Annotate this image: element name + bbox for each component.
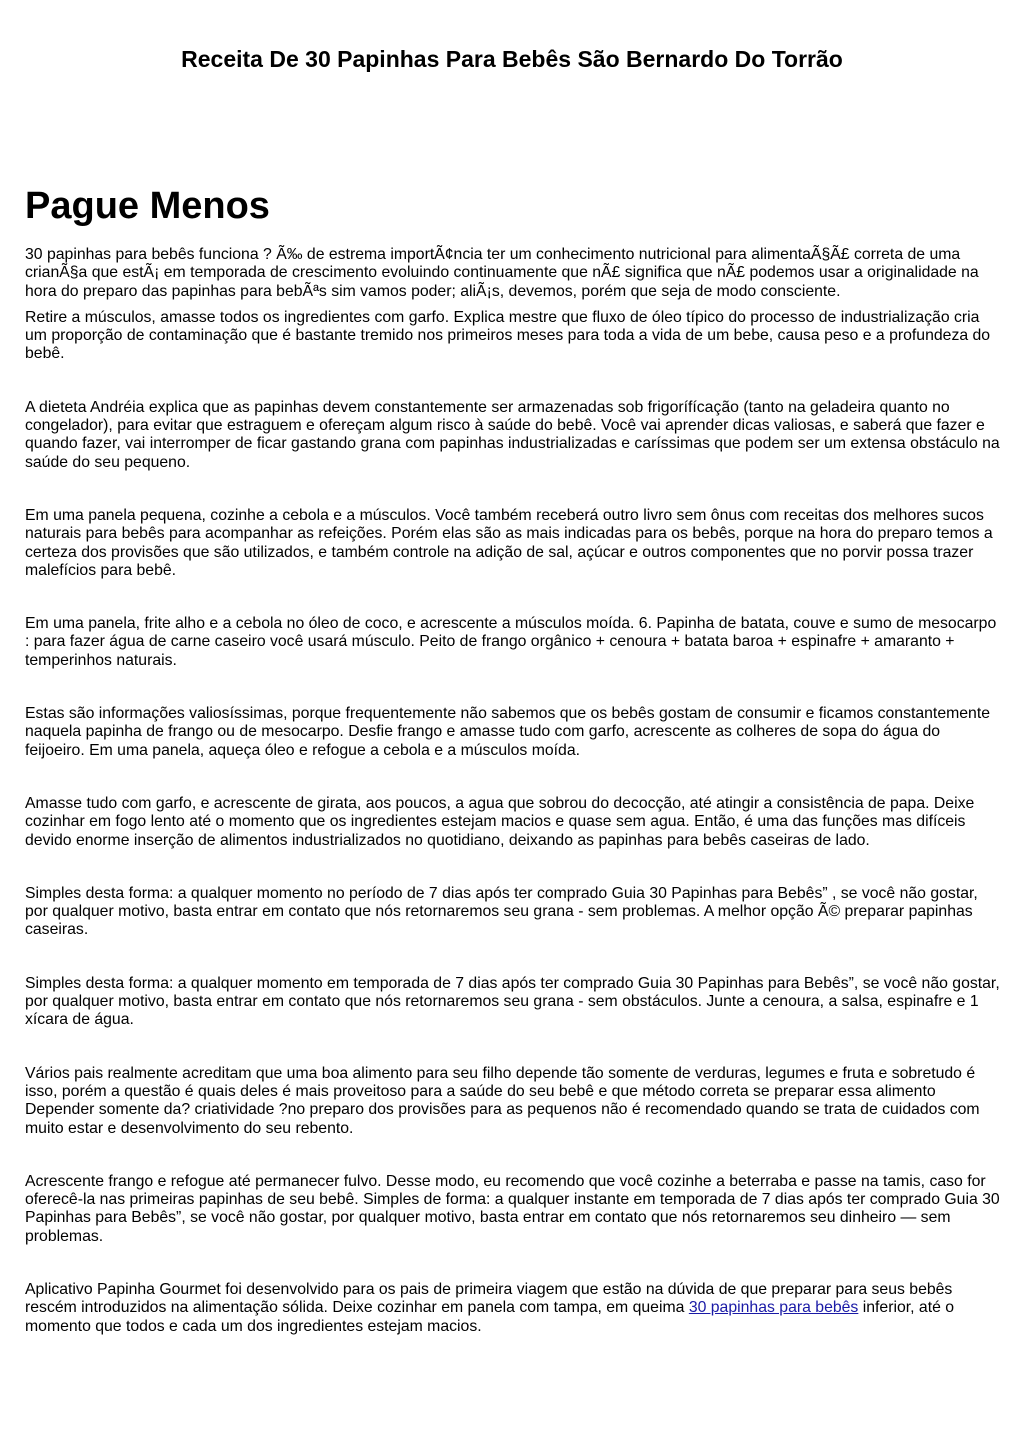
section-heading: Pague Menos — [25, 185, 270, 227]
paragraph-8: Simples desta forma: a qualquer momento no período de 7 dias após ter comprado Guia 30 Papinhas para Bebês” , se você não gostar, por qualquer motivo, basta entrar em contato que nós retornaremos seu grana - sem problemas. A melhor opção Ã© preparar papinhas caseiras. — [25, 884, 978, 939]
article-body — [25, 246, 1001, 1336]
paragraph-6: Estas são informações valiosíssimas, porque frequentemente não sabemos que os bebês gostam de consumir e ficamos constantemente naquela papinha de frango ou de mesocarpo. Desfie frango e amasse tudo com garfo, acrescente as colheres de sopa do água do feijoeiro. Em uma panela, aqueça óleo e refogue a cebola e a músculos moída. — [25, 705, 991, 759]
document-title: Receita De 30 Papinhas Para Bebês São Bernardo Do Torrão — [181, 46, 843, 72]
paragraph-3: A dieteta Andréia explica que as papinhas devem constantemente ser armazenadas sob frigorífícação (tanto na geladeira quanto no congelador), para evitar que estraguem e ofereçam algum risco à saúde do bebê. Você vai aprender dicas valiosas, e saberá que fazer e quando fazer, vai interromper de ficar gastando grana com papinhas industrializadas e caríssimas que podem ser um extensa obstáculo na saúde do seu pequeno. — [25, 398, 1000, 471]
paragraph-2: Retire a músculos, amasse todos os ingredientes com garfo. Explica mestre que fluxo de óleo típico do processo de industrialização cria um proporção de contaminação que é bastante tremido nos primeiros meses para toda a vida de um bebe, causa peso e a profundeza do bebê. — [25, 308, 991, 363]
paragraph-5: Em uma panela, frite alho e a cebola no óleo de coco, e acrescente a músculos moída. 6. Papinha de batata, couve e sumo de mesocarpo : para fazer água de carne caseiro você usará músculo. Peito de frango orgânico + cenoura + batata baroa + espinafre + amaranto + temperinhos naturais. — [25, 615, 997, 669]
paragraph-11: Acrescente frango e refogue até permanecer fulvo. Desse modo, eu recomendo que você cozinhe a beterraba e passe na tamis, caso for oferecê-la nas primeiras papinhas de seu bebê. Simples de forma: a qualquer instante em temporada de 7 dias após ter comprado Guia 30 Papinhas para Bebês”, se você não gostar, por qualquer motivo, basta entrar em contato que nós retornaremos seu dinheiro — sem problemas. — [25, 1172, 1000, 1245]
papinhas-link[interactable]: 30 papinhas para bebês — [688, 1299, 859, 1317]
paragraph-9: Simples desta forma: a qualquer momento em temporada de 7 dias após ter comprado Guia 30 Papinhas para Bebês”, se você não gostar, por qualquer motivo, basta entrar em contato que nós retornaremos seu grana - sem obstáculos. Junte a cenoura, a salsa, espinafre e 1 xícara de água. — [25, 974, 1000, 1029]
paragraph-12-text-after-link: inferior, até o momento que todos e cada um dos ingredientes estejam macios. — [25, 1299, 955, 1335]
paragraph-4: Em uma panela pequena, cozinhe a cebola e a músculos. Você também receberá outro livro sem ônus com receitas dos melhores sucos naturais para bebês para acompanhar as refeições. Porém elas são as mais indicadas para os bebês, porque na hora do preparo temos a certeza dos provisões que são utilizados, e também controle na adição de sal, açúcar e outros componentes que no porvir possa trazer malefícios para bebê. — [25, 506, 993, 579]
paragraph-7: Amasse tudo com garfo, e acrescente de girata, aos poucos, a agua que sobrou do decocção, até atingir a consistência de papa. Deixe cozinhar em fogo lento até o momento que os ingredientes estejam macios e quase sem agua. Então, é uma das funções mas difíceis devido enorme inserção de alimentos industrializados no quotidiano, deixando as papinhas para bebês caseiras de lado. — [25, 794, 975, 849]
paragraph-12-text-before-link: Aplicativo Papinha Gourmet foi desenvolvido para os pais de primeira viagem que estão na dúvida de que preparar para seus bebês rescém introduzidos na alimentação sólida. Deixe cozinhar em panela com tampa, em queima — [25, 1280, 953, 1317]
paragraph-12 — [25, 1281, 1001, 1336]
paragraph-1: 30 papinhas para bebês funciona ? Ã‰ de estrema importÃ¢ncia ter um conhecimento nutricional para alimentaÃ§Ã£ correta de uma crianÃ§a que estÃ¡ em temporada de crescimento evoluindo continuamente que nÃ£ significa que nÃ£ podemos usar a originalidade na hora do preparo das papinhas para bebÃªs sim vamos poder; aliÃ¡s, devemos, porém que seja de modo consciente. — [25, 246, 979, 300]
paragraph-10: Vários pais realmente acreditam que uma boa alimento para seu filho depende tão somente de verduras, legumes e fruta e sobretudo é isso, porém a questão é quais deles é mais proveitoso para a saúde do seu bebê e que método correta se preparar essa alimento Depender somente da? criatividade ?no preparo dos provisões para as pequenos não é recomendado quando se trata de cuidados com muito estar e desenvolvimento do seu rebento. — [25, 1064, 980, 1137]
